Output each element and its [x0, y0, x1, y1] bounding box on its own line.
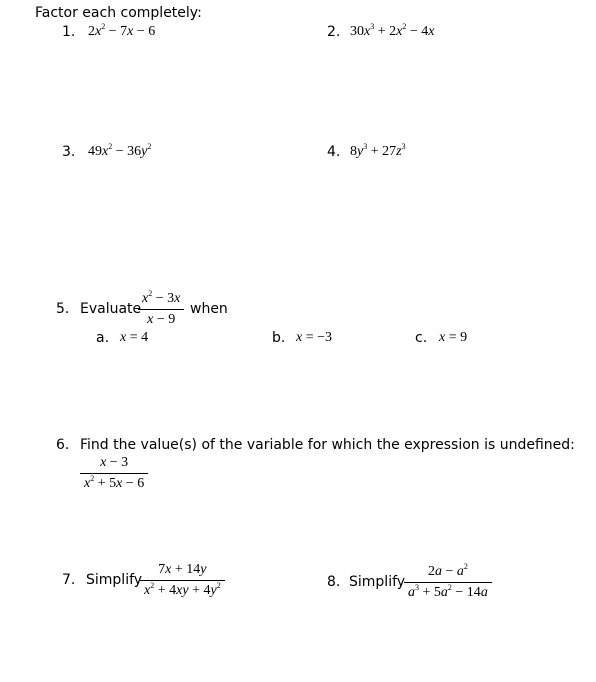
problem-3-number: 3.: [62, 144, 76, 160]
problem-4-number: 4.: [327, 144, 341, 160]
problem-8-number: 8.: [327, 574, 341, 590]
problem-7-number: 7.: [62, 572, 76, 588]
problem-7-denominator: $x^2 + 4xy + 4y^2$: [144, 581, 221, 598]
fraction-bar: [138, 309, 184, 310]
problem-5c-equation: x = 9: [439, 330, 468, 345]
problem-7-fraction: [140, 562, 225, 599]
problem-5-denominator: x − 9: [147, 312, 176, 327]
problem-5b-letter: b.: [272, 330, 286, 346]
problem-6-denominator: $x^2 + 5x - 6$: [84, 474, 145, 491]
problem-5a-letter: a.: [96, 330, 110, 346]
problem-3-expression: $49x^2 - 36y^2$: [88, 142, 152, 159]
problem-7-text: Simplify: [86, 572, 143, 588]
problem-5c-letter: c.: [415, 330, 428, 346]
problem-5b-value: −3: [317, 330, 333, 345]
problem-5-fraction: [138, 291, 184, 328]
problem-6-text: Find the value(s) of the variable for which the expression is undefined:: [80, 437, 575, 453]
problem-5c-value: 9: [460, 330, 468, 345]
problem-6-numerator: x − 3: [100, 455, 129, 470]
problem-5-when: when: [190, 301, 228, 317]
problem-4-expression: $8y^3 + 27z^3$: [350, 142, 406, 159]
problem-5-number: 5.: [56, 301, 70, 317]
problem-5-numerator: $x^2 - 3x$: [142, 289, 181, 306]
problem-8-text: Simplify: [349, 574, 406, 590]
problem-5-text: Evaluate: [80, 301, 142, 317]
problem-1-number: 1.: [62, 24, 76, 40]
problem-5b-equation: x = −3: [296, 330, 333, 345]
problem-5a-equation: x = 4: [120, 330, 149, 345]
problem-7-numerator: 7x + 14y: [158, 562, 207, 577]
problem-6-number: 6.: [56, 437, 70, 453]
problem-2-number: 2.: [327, 24, 341, 40]
instructions-heading: Factor each completely:: [35, 5, 202, 21]
problem-1-expression: $2x^2 - 7x - 6$: [88, 22, 156, 39]
problem-8-numerator: $2a - a^2$: [427, 562, 468, 579]
problem-5a-value: 4: [141, 330, 149, 345]
problem-8-fraction: [404, 564, 492, 601]
problem-2-expression: $30x^3 + 2x^2 - 4x$: [350, 22, 435, 39]
problem-6-fraction: [80, 455, 148, 492]
problem-8-denominator: $a^3 + 5a^2 - 14a$: [408, 583, 488, 600]
